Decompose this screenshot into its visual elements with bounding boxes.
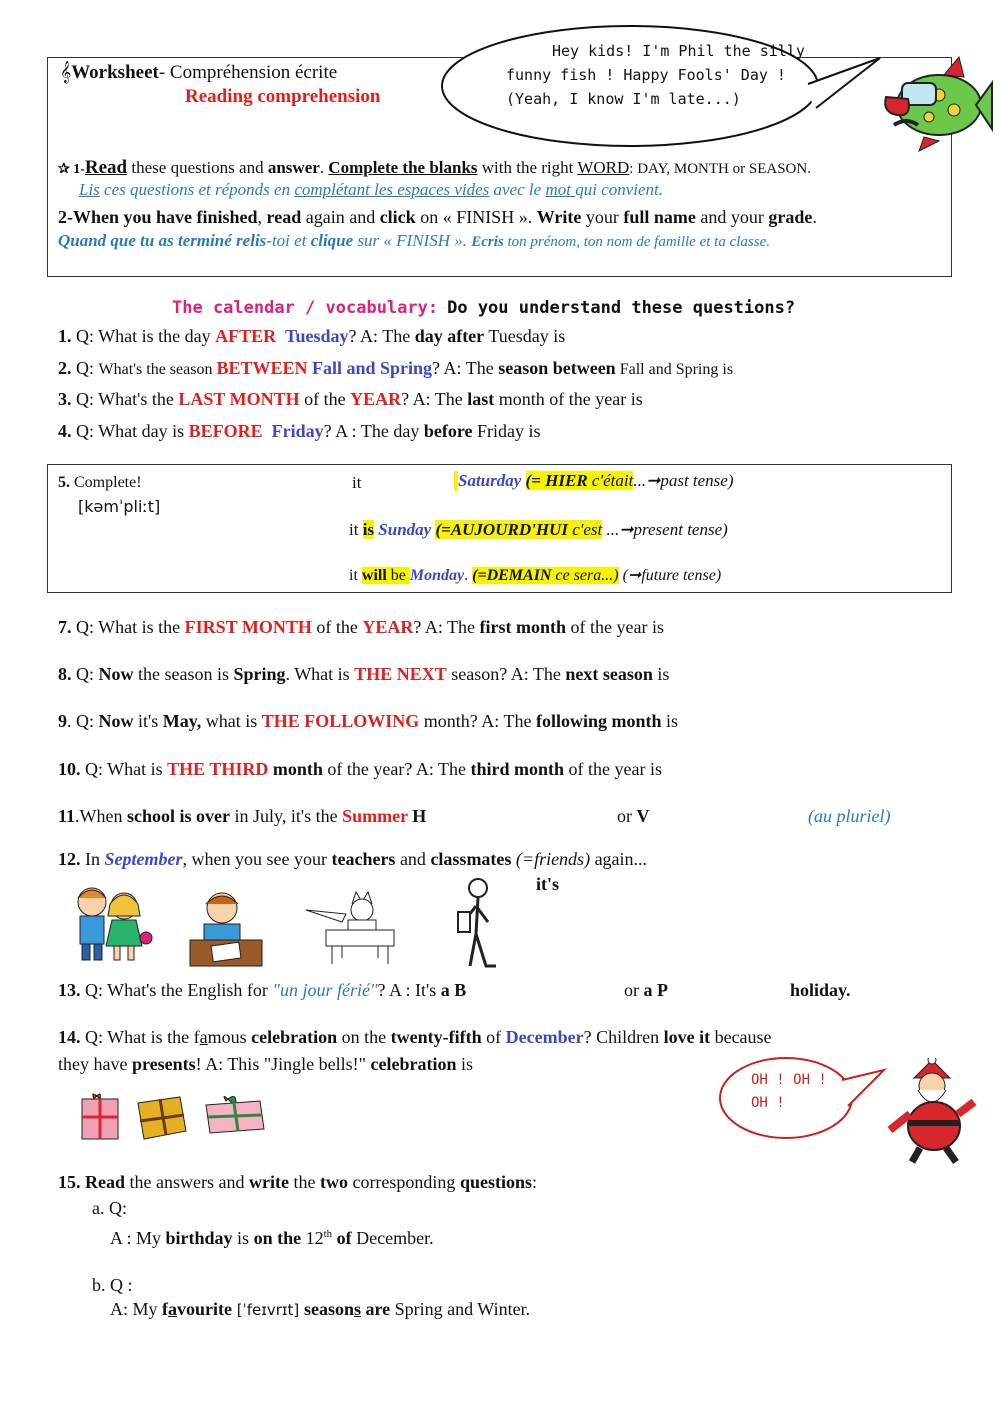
- santa-bubble-line-2: OH !: [751, 1095, 785, 1111]
- stick-figure-illustration: [456, 876, 516, 970]
- q5-row-yesterday: Saturday (= HIER c'était...➞past tense): [454, 471, 734, 491]
- question-5-phonetic: [kəmˈpliːt]: [78, 497, 161, 516]
- kids-illustration: [64, 882, 154, 964]
- question-5-label: 5. Complete!: [58, 474, 142, 491]
- question-14-line-2: they have presents! A: This "Jingle bells!" celebration is: [58, 1054, 473, 1074]
- question-11: 11.When school is over in July, it's the Summer H: [58, 806, 427, 826]
- santa-bubble-line-1: OH ! OH !: [751, 1072, 827, 1088]
- question-12-its: it's: [536, 874, 560, 894]
- instruction-line-1: ✰ 1-Read these questions and answer. Complete the blanks with the right WORD: DAY, MONTH or SEASON.: [58, 157, 811, 178]
- clef-icon: 𝄞: [60, 62, 72, 83]
- question-1: 1. Q: What is the day AFTER Tuesday? A: The day after Tuesday is: [58, 326, 566, 346]
- question-15a-answer: A : My birthday is on the 12th of December.: [110, 1228, 434, 1248]
- question-11-note: (au pluriel): [808, 806, 891, 826]
- section-title: The calendar / vocabulary: Do you understand these questions?: [172, 298, 796, 318]
- worksheet-label: Worksheet: [71, 62, 159, 83]
- bubble-line-3: (Yeah, I know I'm late...): [506, 90, 741, 108]
- question-11-or: or V: [617, 806, 650, 826]
- question-8: 8. Q: Now the season is Spring. What is THE NEXT season? A: The next season is: [58, 664, 670, 684]
- q5-row-today: it is Sunday (=AUJOURD'HUI c'est ...➞present tense): [349, 520, 728, 539]
- q5-row-tomorrow: it will be Monday. (=DEMAIN ce sera...) (➞future tense): [349, 567, 722, 584]
- bubble-line-2: funny fish ! Happy Fools' Day !: [506, 66, 786, 84]
- santa-illustration: [884, 1058, 980, 1168]
- worksheet-title: [60, 62, 337, 84]
- question-9: 9. Q: Now it's May, what is THE FOLLOWING month? A: The following month is: [58, 711, 678, 731]
- question-4: 4. Q: What day is BEFORE Friday? A : The day before Friday is: [58, 421, 541, 441]
- instruction-line-4: Quand que tu as terminé relis-toi et clique sur « FINISH ». Ecris ton prénom, ton nom de famille et ta classe.: [58, 231, 770, 250]
- cat-teacher-illustration: [302, 886, 398, 966]
- fish-speech-bubble: [430, 16, 900, 156]
- question-13-holiday: holiday.: [790, 980, 851, 1000]
- fish-illustration: [884, 55, 994, 155]
- worksheet-subtitle: - Compréhension écrite: [158, 62, 338, 83]
- question-13: 13. Q: What's the English for "un jour férié"? A : It's a B: [58, 980, 467, 1000]
- question-15b-q: b. Q :: [92, 1275, 133, 1295]
- question-15: 15. Read the answers and write the two corresponding questions:: [58, 1172, 537, 1192]
- reading-comprehension: Reading comprehension: [185, 86, 381, 107]
- question-7: 7. Q: What is the FIRST MONTH of the YEAR? A: The first month of the year is: [58, 617, 664, 637]
- question-15a-q: a. Q:: [92, 1198, 127, 1218]
- q5-row-yesterday-it: it: [352, 473, 362, 492]
- presents-illustration: [76, 1087, 272, 1143]
- instruction-line-3: 2-When you have finished, read again and click on « FINISH ». Write your full name and your grade.: [58, 207, 817, 227]
- question-10: 10. Q: What is THE THIRD month of the year? A: The third month of the year is: [58, 759, 662, 779]
- student-desk-illustration: [186, 888, 266, 968]
- instruction-line-2: Lis ces questions et réponds en complétant les espaces vides avec le mot qui convient.: [79, 180, 664, 199]
- santa-speech-bubble: [716, 1052, 888, 1152]
- question-3: 3. Q: What's the LAST MONTH of the YEAR? A: The last month of the year is: [58, 389, 643, 409]
- question-14-line-1: 14. Q: What is the famous celebration on the twenty-fifth of December? Children love it because: [58, 1027, 772, 1047]
- question-12: 12. In September, when you see your teachers and classmates (=friends) again...: [58, 849, 648, 869]
- question-13-or: or a P: [624, 980, 668, 1000]
- question-15b-answer: A: My favourite [ˈfeɪvrɪt] seasons are Spring and Winter.: [110, 1299, 531, 1319]
- bubble-line-1: Hey kids! I'm Phil the silly: [552, 42, 805, 60]
- question-2: 2. Q: What's the season BETWEEN Fall and Spring? A: The season between Fall and Spring is: [58, 358, 734, 378]
